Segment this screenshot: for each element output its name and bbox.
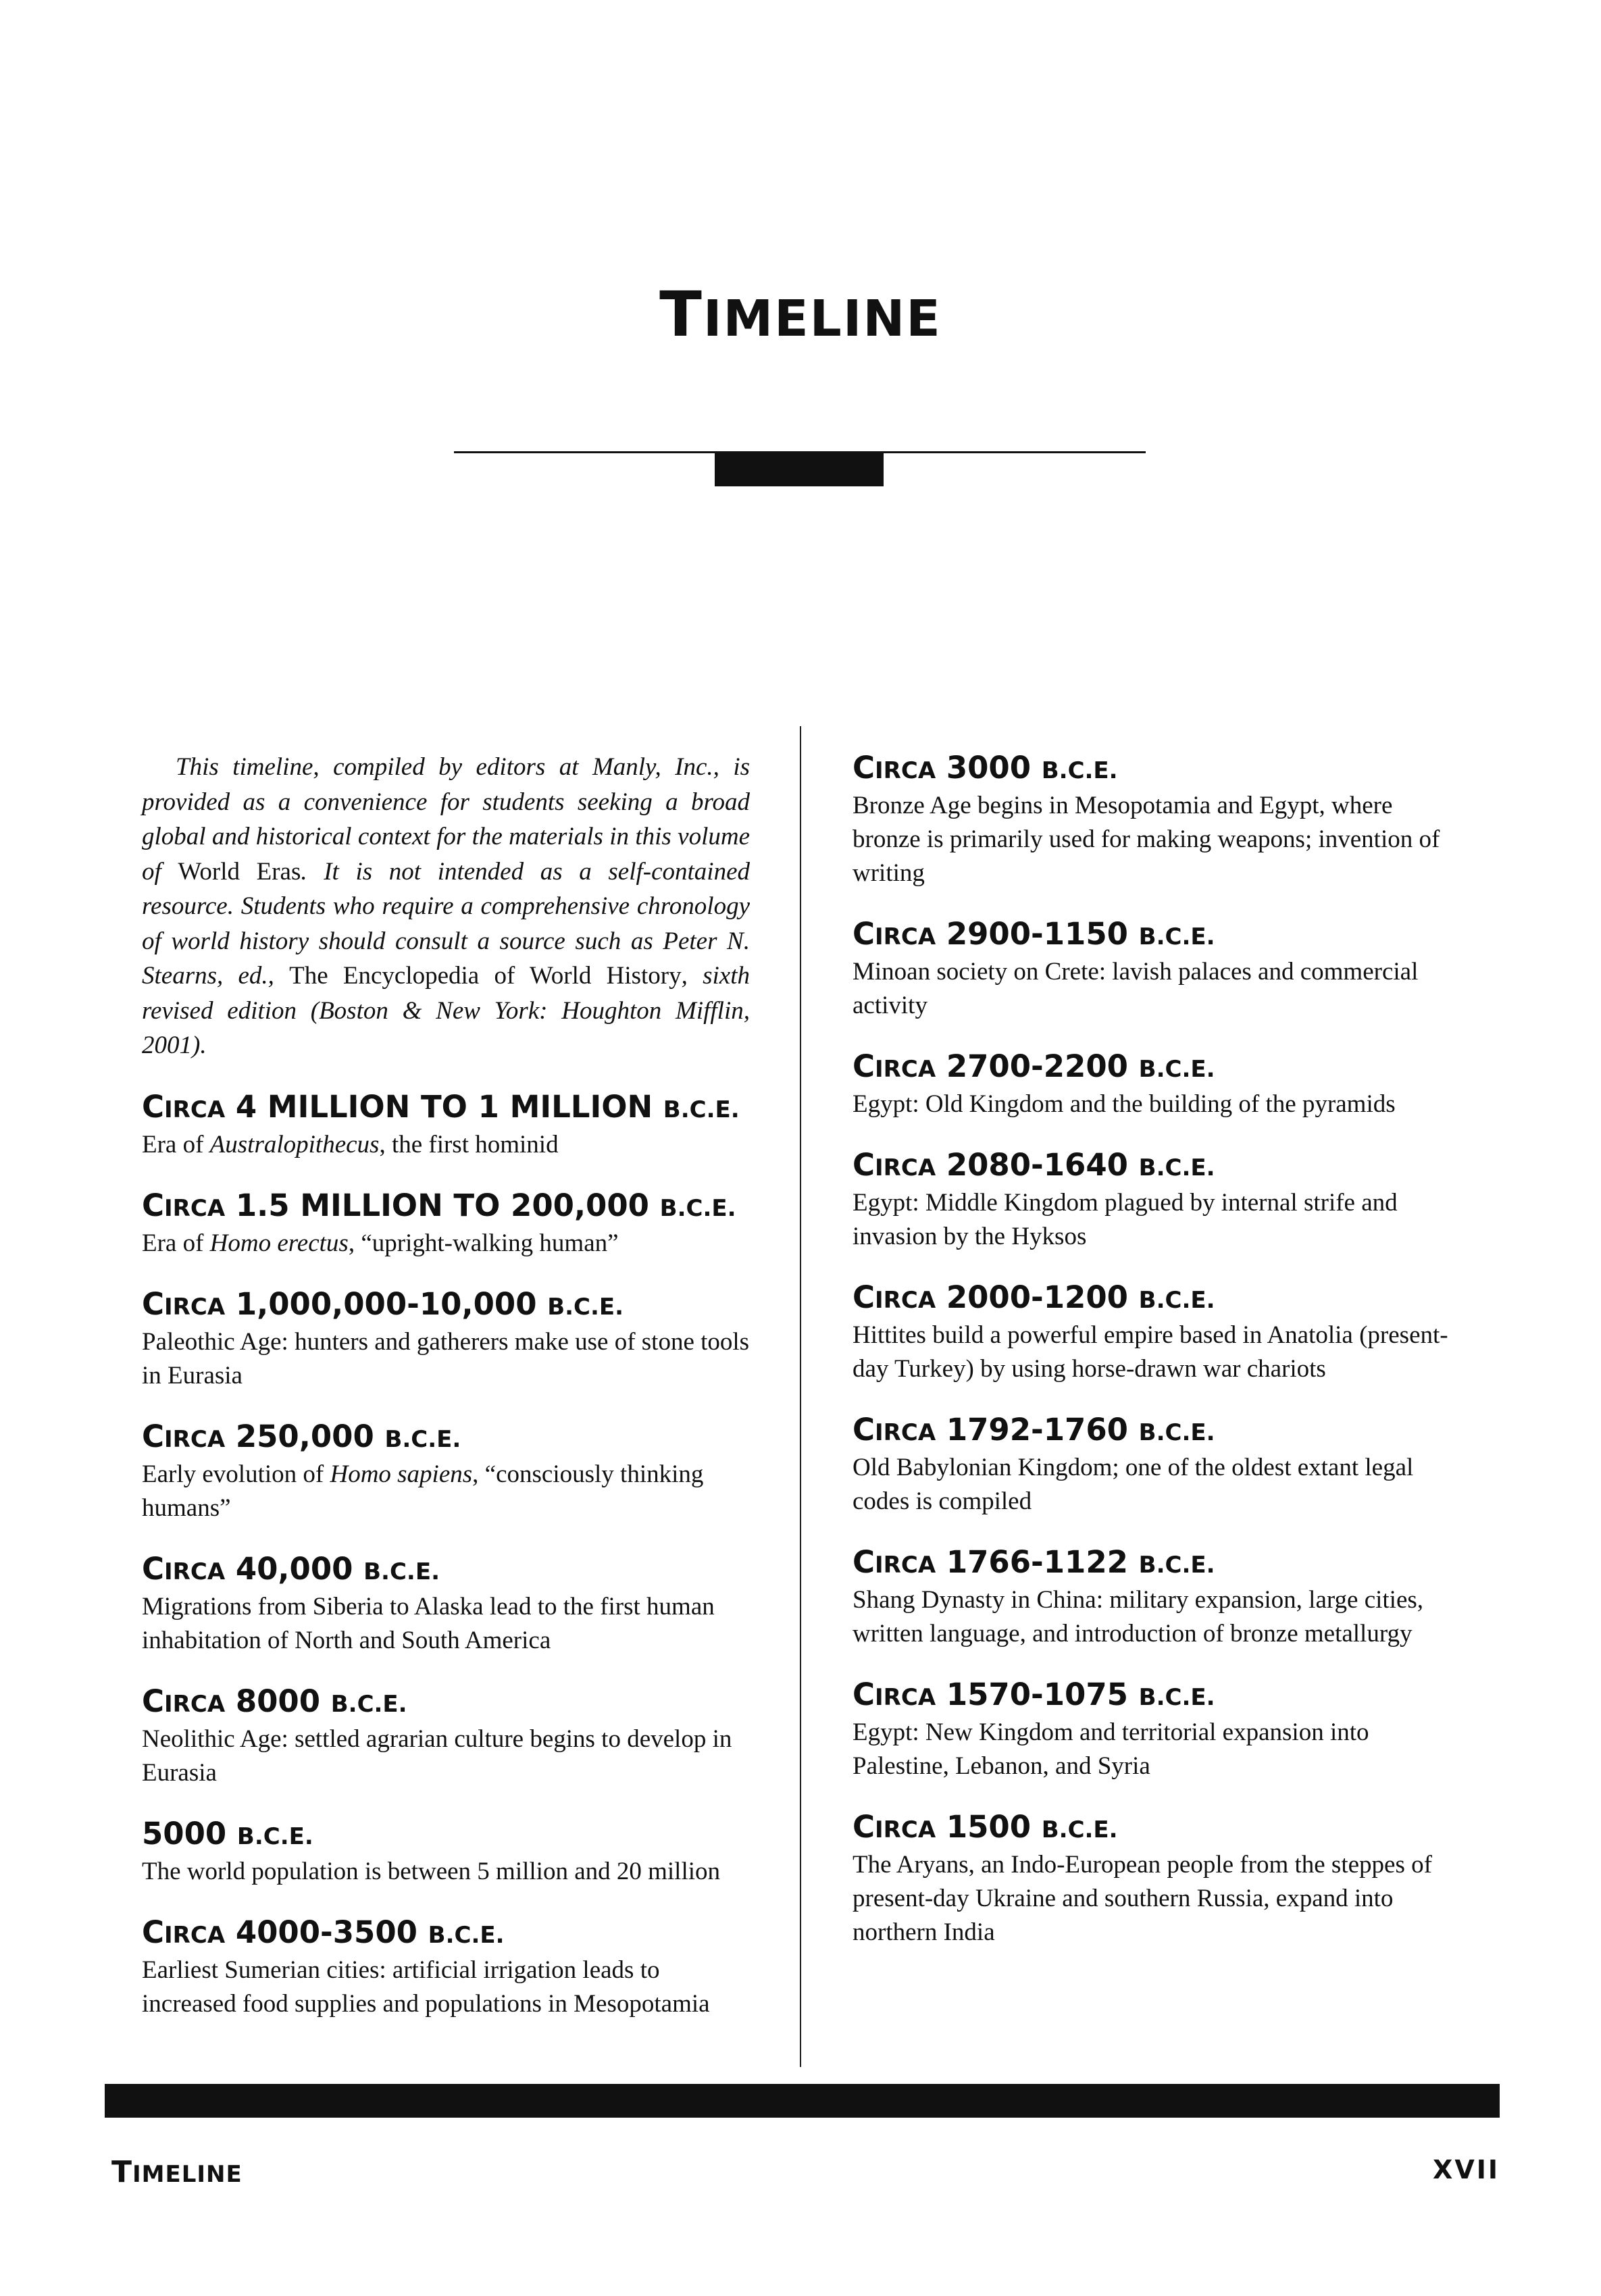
entry-date-heading <box>142 1286 750 1325</box>
entry-description <box>142 1590 750 1658</box>
circa-rest: IRCA <box>875 923 936 950</box>
entry-date-heading <box>853 916 1460 955</box>
left-column <box>142 750 750 2047</box>
entry-description <box>142 1128 750 1162</box>
entry-description <box>142 1325 750 1393</box>
entry-date: 1766-1122 <box>946 1544 1128 1580</box>
timeline-entry <box>853 1279 1460 1386</box>
entry-date: 1500 <box>946 1809 1032 1845</box>
entry-date-heading <box>142 1419 750 1458</box>
entry-era: B.C.E. <box>384 1425 461 1453</box>
entry-description <box>853 789 1460 890</box>
entry-text: Egypt: Old Kingdom and the building of the pyramids <box>853 1090 1396 1118</box>
entry-date-heading <box>853 1809 1460 1848</box>
timeline-entry <box>142 1188 750 1260</box>
timeline-entry <box>142 1286 750 1393</box>
entry-era: B.C.E. <box>1138 1684 1215 1711</box>
page-title-rest: IMELINE <box>703 290 942 348</box>
timeline-entry <box>853 916 1460 1023</box>
page-number: XVII <box>1433 2155 1500 2185</box>
entry-date-heading <box>853 1412 1460 1451</box>
timeline-entry <box>853 1544 1460 1651</box>
entry-date-heading <box>853 750 1460 789</box>
entry-text: Era of <box>142 1130 210 1158</box>
entry-text: Egypt: Middle Kingdom plagued by internal strife and invasion by the Hyksos <box>853 1189 1398 1250</box>
timeline-entry <box>853 1677 1460 1783</box>
circa-initial: C <box>142 1914 165 1950</box>
circa-rest: IRCA <box>875 1419 936 1446</box>
entry-date-heading <box>142 1188 750 1227</box>
entry-text: Paleothic Age: hunters and gatherers make use of stone tools in Eurasia <box>142 1327 750 1389</box>
footer-title-rest: IMELINE <box>132 2161 243 2188</box>
running-footer-title <box>111 2155 243 2189</box>
entry-date-heading <box>853 1544 1460 1583</box>
entry-date: 2700-2200 <box>946 1048 1128 1084</box>
entry-era: B.C.E. <box>1138 1287 1215 1314</box>
entry-era: B.C.E. <box>1138 1419 1215 1446</box>
entry-era: B.C.E. <box>1041 1816 1118 1843</box>
footer-bar <box>105 2084 1500 2118</box>
entry-era: B.C.E. <box>236 1822 313 1850</box>
entry-era: B.C.E. <box>330 1690 407 1718</box>
timeline-entry <box>142 1419 750 1525</box>
entry-date: 1,000,000-10,000 <box>235 1285 537 1322</box>
circa-initial: C <box>853 1809 875 1845</box>
entry-text-after: , the first hominid <box>379 1130 559 1158</box>
entry-text-after: , “consciously thinking humans” <box>142 1460 704 1522</box>
intro-book-title: World Eras <box>178 857 301 886</box>
circa-initial: C <box>142 1683 165 1719</box>
entry-text: Earliest Sumerian cities: artificial irrigation leads to increased food supplies and populations in Mesopotamia <box>142 1956 710 2018</box>
title-ornament-block <box>715 451 884 486</box>
circa-rest: IRCA <box>875 1684 936 1711</box>
circa-initial: C <box>853 1147 875 1183</box>
intro-part2: . It is not intended as a self-contained resource. Students who require a comprehensive chronology of world history should consult a source such as Peter N. Stearns, ed., <box>142 857 750 990</box>
intro-reference-title: The Encyclopedia of World History <box>289 962 682 990</box>
page-title <box>0 278 1601 351</box>
entry-era: B.C.E. <box>1138 1056 1215 1083</box>
circa-initial: C <box>142 1187 165 1223</box>
entry-description <box>853 1319 1460 1386</box>
entry-text: Migrations from Siberia to Alaska lead to the first human inhabitation of North and South America <box>142 1592 715 1654</box>
entry-date: 4000-3500 <box>235 1914 417 1950</box>
footer-title-initial: T <box>111 2155 133 2189</box>
entry-era: B.C.E. <box>1138 923 1215 950</box>
entry-italic-term: Homo sapiens <box>330 1460 473 1488</box>
circa-initial: C <box>853 1677 875 1712</box>
entry-description <box>142 1227 750 1260</box>
entry-date: 2000-1200 <box>946 1279 1128 1315</box>
circa-rest: IRCA <box>875 1154 936 1181</box>
intro-part3: , sixth revised edition (Boston & New York: Houghton Mifflin, 2001). <box>142 962 750 1059</box>
entry-text: Early evolution of <box>142 1460 330 1488</box>
entry-description <box>853 1451 1460 1519</box>
circa-rest: IRCA <box>164 1194 226 1222</box>
entry-era: B.C.E. <box>1138 1552 1215 1579</box>
page-title-initial: T <box>659 278 703 351</box>
circa-rest: IRCA <box>875 1552 936 1579</box>
entry-text: Bronze Age begins in Mesopotamia and Egypt, where bronze is primarily used for making weapons; invention of writing <box>853 792 1440 887</box>
circa-rest: IRCA <box>164 1293 226 1321</box>
entry-date-heading <box>853 1048 1460 1088</box>
entry-era: B.C.E. <box>363 1558 440 1585</box>
entry-text: Old Babylonian Kingdom; one of the oldest extant legal codes is compiled <box>853 1454 1414 1515</box>
entry-date: 4 MILLION TO 1 MILLION <box>235 1088 653 1125</box>
entry-era: B.C.E. <box>1041 757 1118 784</box>
entry-date: 1792-1760 <box>946 1412 1128 1448</box>
entry-description <box>142 1855 750 1889</box>
entry-date-heading <box>853 1279 1460 1319</box>
timeline-entry <box>142 1089 750 1162</box>
entry-era: B.C.E. <box>663 1096 740 1123</box>
timeline-entry <box>853 1048 1460 1121</box>
entry-era: B.C.E. <box>428 1921 505 1949</box>
circa-rest: IRCA <box>875 757 936 784</box>
entry-description <box>142 1954 750 2021</box>
timeline-entry <box>142 1816 750 1889</box>
circa-rest: IRCA <box>875 1056 936 1083</box>
intro-part1: This timeline, compiled by editors at Manly, Inc., is provided as a convenience for students seeking a broad global and historical context for the materials in this volume of <box>142 753 750 886</box>
entry-text: Minoan society on Crete: lavish palaces and commercial activity <box>853 958 1419 1019</box>
circa-initial: C <box>853 916 875 952</box>
entry-era: B.C.E. <box>659 1194 736 1222</box>
entry-date: 1570-1075 <box>946 1677 1128 1712</box>
circa-initial: C <box>853 1544 875 1580</box>
entry-era: B.C.E. <box>1138 1154 1215 1181</box>
entry-date-heading <box>142 1914 750 1954</box>
entry-era: B.C.E. <box>547 1293 624 1321</box>
circa-rest: IRCA <box>875 1816 936 1843</box>
entry-text: Hittites build a powerful empire based in Anatolia (present-day Turkey) by using horse-drawn war chariots <box>853 1321 1448 1383</box>
entry-text: Neolithic Age: settled agrarian culture begins to develop in Eurasia <box>142 1725 732 1787</box>
entry-text: Era of <box>142 1229 210 1257</box>
entry-date-heading <box>853 1677 1460 1716</box>
entry-date-heading <box>853 1147 1460 1186</box>
entry-description <box>853 1583 1460 1651</box>
right-entry-list <box>853 750 1460 1949</box>
entry-description <box>142 1458 750 1525</box>
circa-initial: C <box>142 1550 165 1587</box>
timeline-entry <box>853 1147 1460 1254</box>
entry-date: 3000 <box>946 750 1032 786</box>
circa-initial: C <box>853 1048 875 1084</box>
circa-rest: IRCA <box>164 1558 226 1585</box>
circa-initial: C <box>142 1285 165 1322</box>
circa-initial: C <box>142 1088 165 1125</box>
timeline-entry <box>142 1551 750 1658</box>
timeline-entry <box>853 750 1460 890</box>
circa-initial: C <box>853 1412 875 1448</box>
timeline-entry <box>142 1683 750 1790</box>
entry-date-heading <box>142 1816 750 1855</box>
circa-initial: C <box>853 750 875 786</box>
entry-text: The Aryans, an Indo-European people from the steppes of present-day Ukraine and southern Russia, expand into northern India <box>853 1851 1432 1946</box>
entry-date-heading <box>142 1551 750 1590</box>
timeline-entry <box>142 1914 750 2021</box>
entry-date: 8000 <box>235 1683 321 1719</box>
entry-description <box>853 1186 1460 1254</box>
entry-date: 40,000 <box>235 1550 353 1587</box>
entry-date: 2080-1640 <box>946 1147 1128 1183</box>
circa-rest: IRCA <box>875 1287 936 1314</box>
entry-italic-term: Australopithecus <box>209 1130 380 1158</box>
entry-description <box>853 1716 1460 1783</box>
left-entry-list <box>142 1089 750 2021</box>
circa-rest: IRCA <box>164 1096 226 1123</box>
circa-rest: IRCA <box>164 1921 226 1949</box>
entry-text: The world population is between 5 million and 20 million <box>142 1857 721 1885</box>
entry-date-heading <box>142 1683 750 1723</box>
entry-date: 2900-1150 <box>946 916 1128 952</box>
right-column <box>853 750 1460 1975</box>
entry-description <box>853 955 1460 1023</box>
entry-text: Shang Dynasty in China: military expansion, large cities, written language, and introduction of bronze metallurgy <box>853 1586 1424 1648</box>
circa-initial: C <box>142 1418 165 1454</box>
entry-date: 1.5 MILLION TO 200,000 <box>235 1187 649 1223</box>
entry-description <box>853 1848 1460 1949</box>
entry-text-after: , “upright-walking human” <box>348 1229 619 1257</box>
entry-description <box>853 1088 1460 1121</box>
timeline-entry <box>853 1412 1460 1519</box>
entry-description <box>142 1723 750 1790</box>
intro-paragraph <box>142 750 750 1063</box>
entry-date: 5000 <box>142 1815 227 1852</box>
circa-rest: IRCA <box>164 1690 226 1718</box>
entry-italic-term: Homo erectus <box>209 1229 349 1257</box>
column-divider <box>800 726 801 2067</box>
entry-text: Egypt: New Kingdom and territorial expansion into Palestine, Lebanon, and Syria <box>853 1718 1369 1780</box>
entry-date: 250,000 <box>235 1418 374 1454</box>
timeline-entry <box>853 1809 1460 1949</box>
circa-initial: C <box>853 1279 875 1315</box>
circa-rest: IRCA <box>164 1425 226 1453</box>
entry-date-heading <box>142 1089 750 1128</box>
